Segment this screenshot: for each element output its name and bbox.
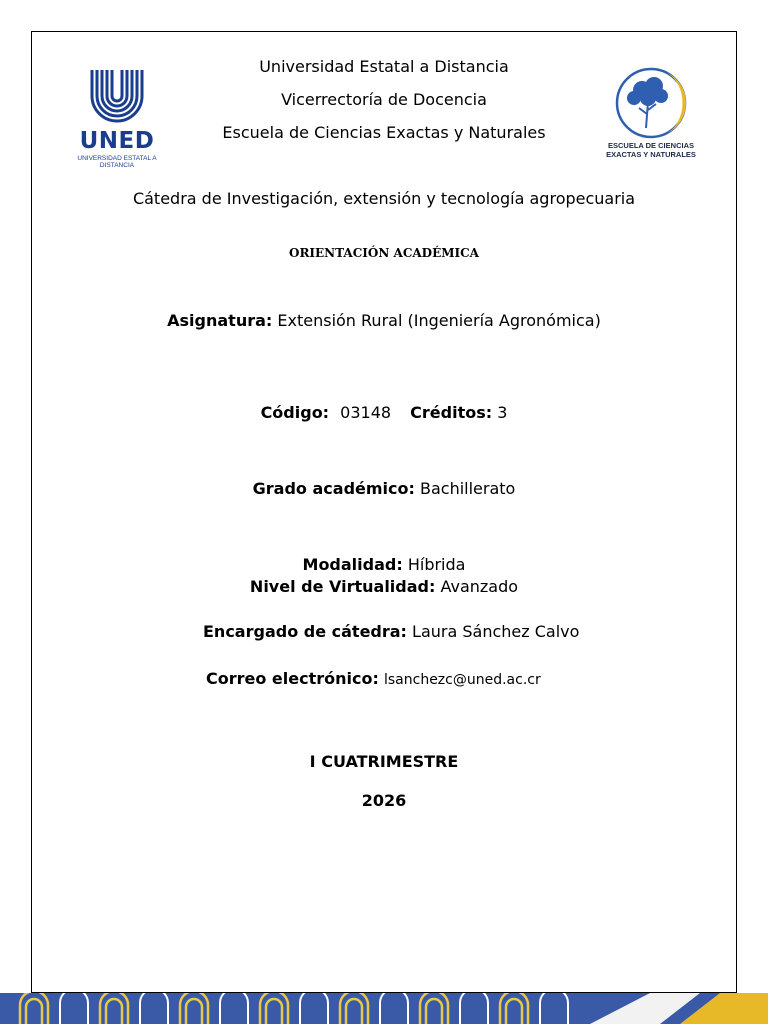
footer-decorative-band (0, 993, 768, 1024)
codigo-creditos-row (0, 403, 768, 422)
uned-wordmark: UNED (79, 128, 155, 154)
page-frame (31, 31, 737, 993)
uned-subtitle: UNIVERSIDAD ESTATAL A DISTANCIA (77, 155, 157, 169)
nivel-row (0, 577, 768, 596)
escuela-name: Escuela de Ciencias Exactas y Naturales (222, 123, 546, 142)
encargado-label: Encargado de cátedra: (203, 622, 407, 641)
nivel-value: Avanzado (440, 577, 519, 596)
uned-logo (62, 66, 172, 169)
nivel-label: Nivel de Virtualidad: (249, 577, 436, 596)
catedra-title: Cátedra de Investigación, extensión y tecnología agropecuaria (132, 189, 636, 208)
correo-value: lsanchezc@uned.ac.cr (383, 672, 541, 688)
asignatura-label: Asignatura: (167, 311, 273, 330)
codigo-label: Código: (260, 403, 330, 422)
escuela-logo-line2: EXACTAS Y NATURALES (606, 150, 696, 159)
codigo-value: 03148 (340, 403, 392, 422)
cuatrimestre: I CUATRIMESTRE (309, 752, 459, 771)
modalidad-value: Híbrida (407, 555, 466, 574)
grado-value: Bachillerato (420, 479, 516, 498)
encargado-value: Laura Sánchez Calvo (412, 622, 580, 641)
grado-row (0, 479, 768, 498)
escuela-logo-line1: ESCUELA DE CIENCIAS (608, 141, 694, 150)
footer-pattern-icon (0, 993, 768, 1024)
document-title: ORIENTACIÓN ACADÉMICA (289, 246, 479, 260)
encargado-row (203, 622, 579, 641)
modalidad-label: Modalidad: (302, 555, 403, 574)
escuela-logo-text (606, 141, 696, 159)
modalidad-row (0, 555, 768, 574)
asignatura-row (0, 311, 768, 330)
correo-row (206, 669, 541, 688)
asignatura-value: Extensión Rural (Ingeniería Agronómica) (277, 311, 601, 330)
correo-label: Correo electrónico: (206, 669, 379, 688)
creditos-value: 3 (497, 403, 508, 422)
university-name: Universidad Estatal a Distancia (259, 57, 509, 76)
escuela-logo (606, 66, 696, 171)
vicerrectoria: Vicerrectoría de Docencia (281, 90, 487, 109)
year: 2026 (361, 791, 407, 810)
grado-label: Grado académico: (252, 479, 415, 498)
creditos-label: Créditos: (410, 403, 493, 422)
